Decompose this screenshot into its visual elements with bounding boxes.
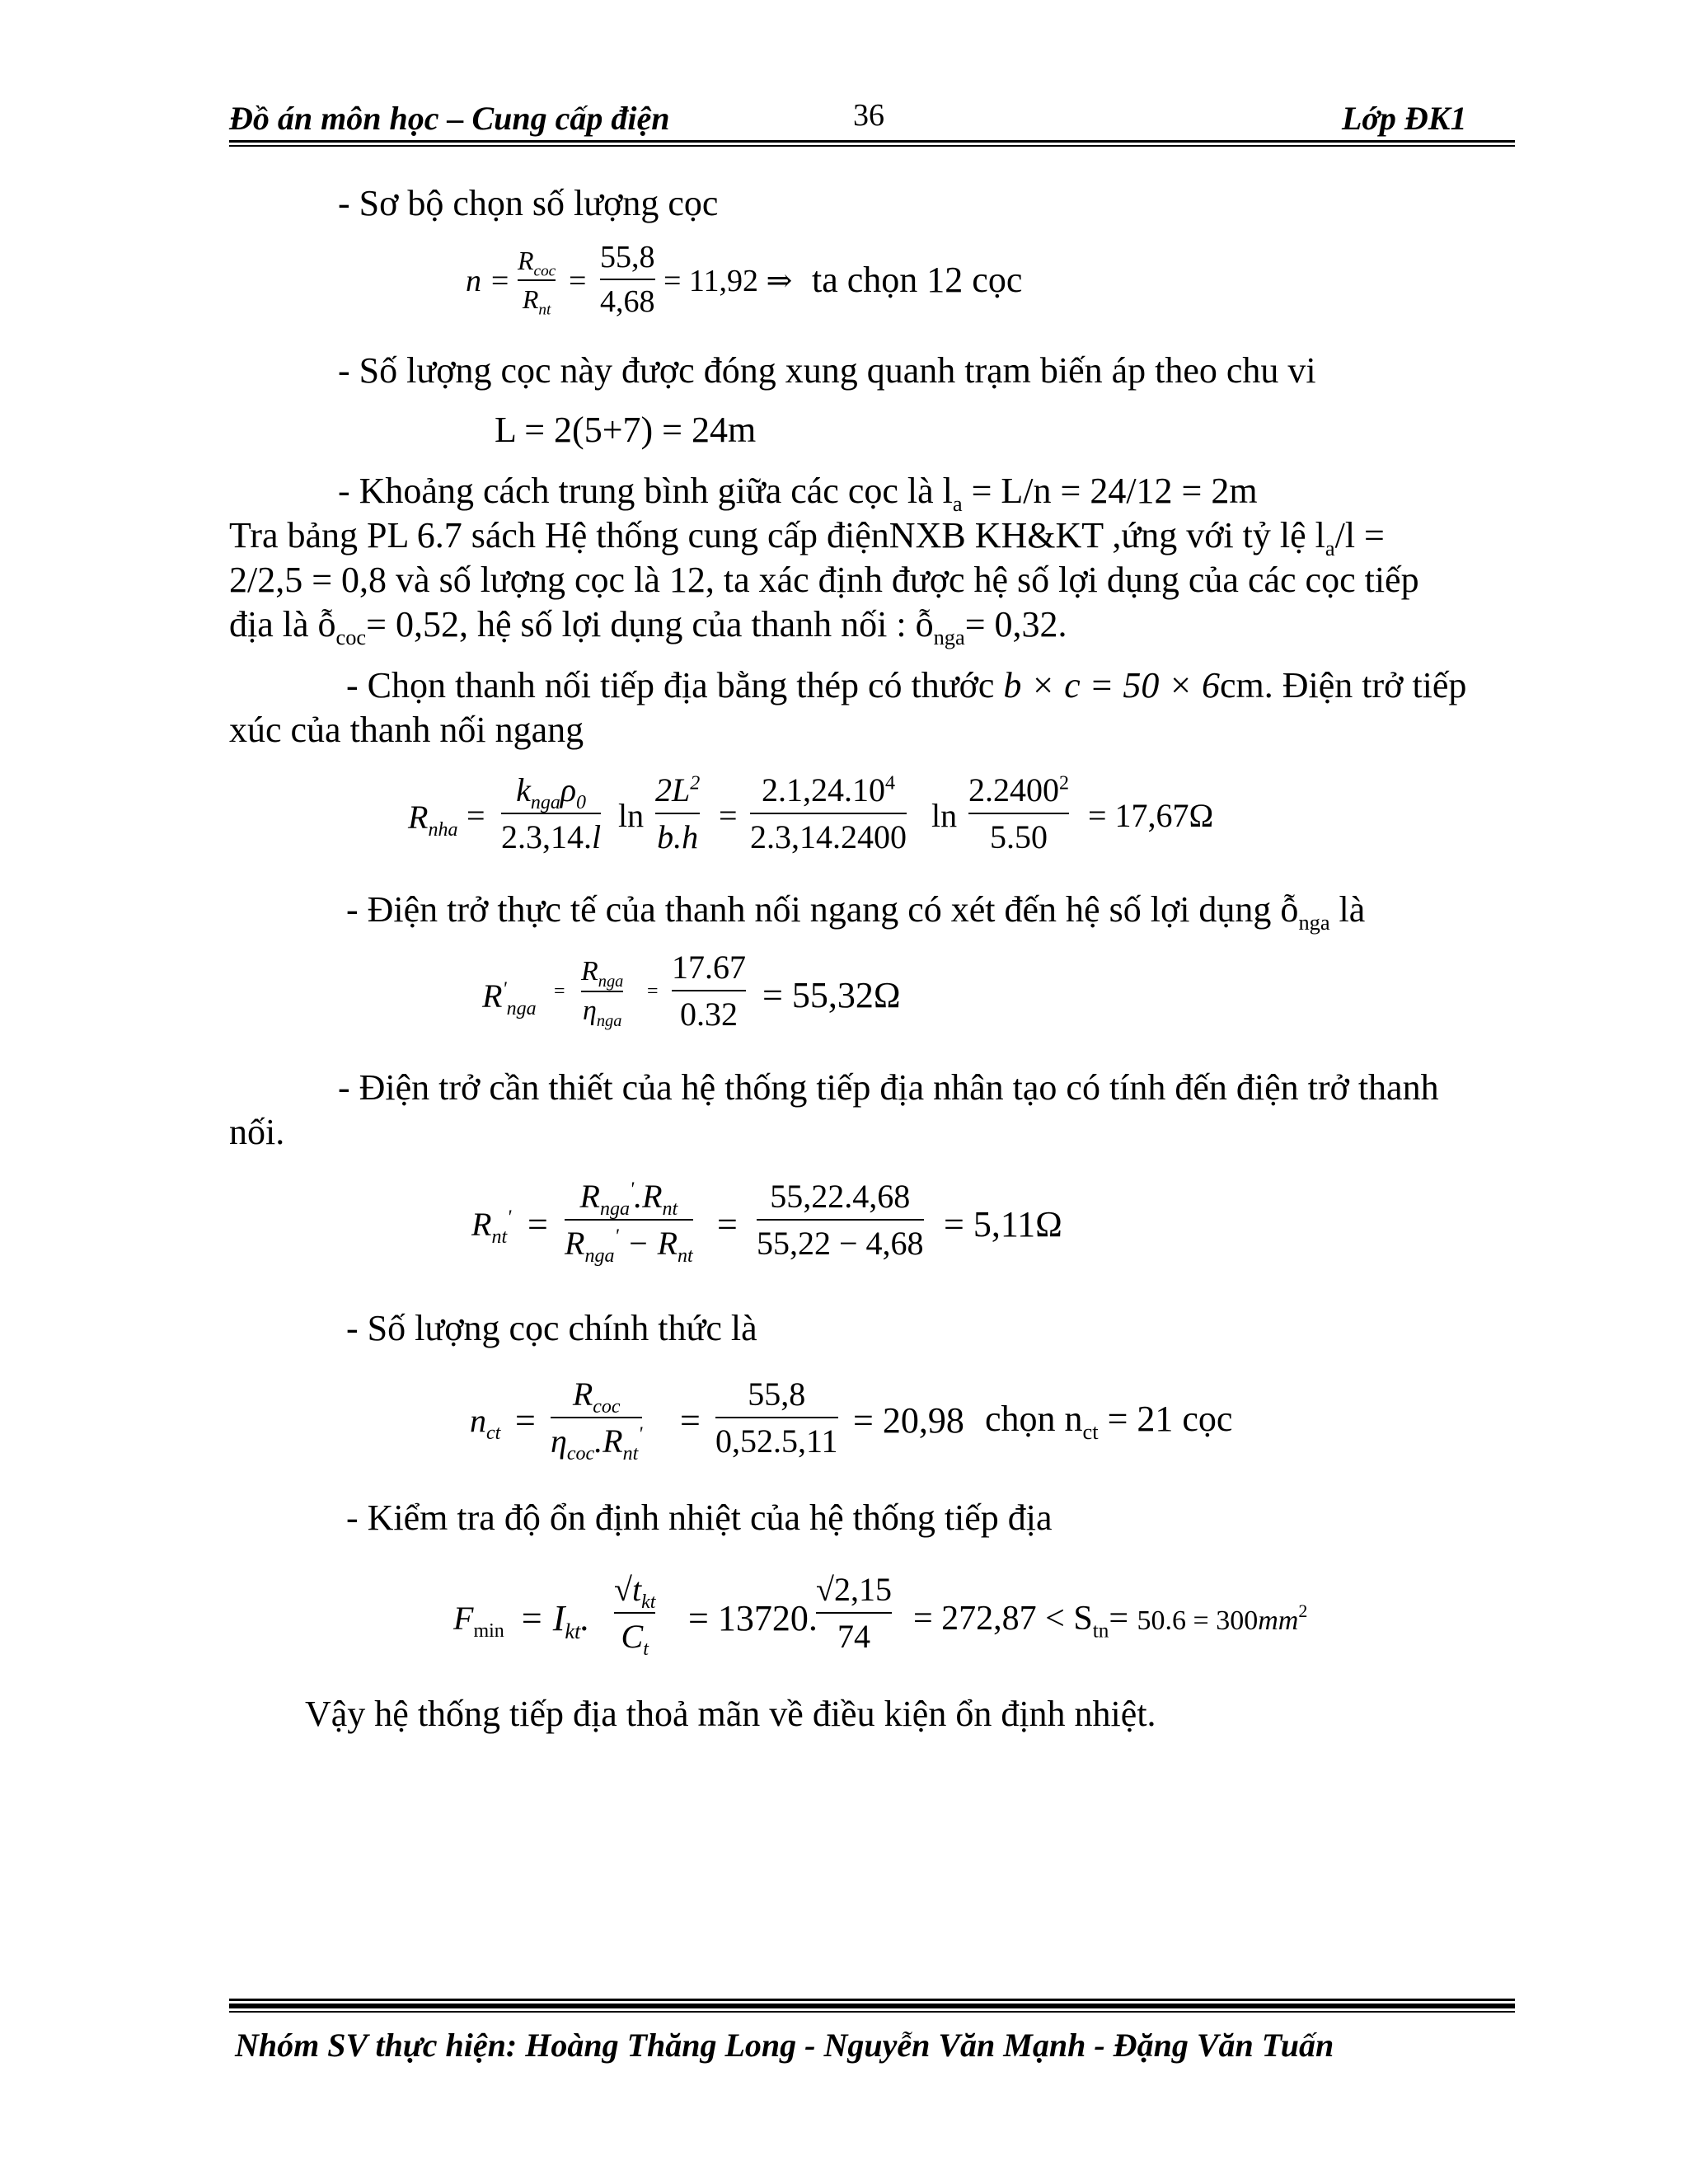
header-rule-thin bbox=[229, 145, 1515, 147]
header-rule bbox=[229, 140, 1515, 143]
footer-rule-top bbox=[229, 1999, 1515, 2001]
text-line-15: Vậy hệ thống tiếp địa thoả mãn về điều kiện ổn định nhiệt. bbox=[305, 1694, 1156, 1734]
text-line-4: - Khoảng cách trung bình giữa các cọc là $l_a = L/n = 24/12 = 2m$ bbox=[338, 471, 1258, 516]
text-line-1: - Sơ bộ chọn số lượng cọc bbox=[338, 183, 719, 223]
text-line-2: - Số lượng cọc này được đóng xung quanh trạm biến áp theo chu vi bbox=[338, 350, 1316, 391]
page-number: 36 bbox=[853, 98, 884, 133]
text-line-10: - Điện trở thực tế của thanh nối ngang có xét đến hệ số lợi dụng ỗ$_{nga}$ là bbox=[346, 889, 1366, 935]
text-line-9: xúc của thanh nối ngang bbox=[229, 710, 584, 750]
text-line-7: địa là ỗ$_{coc}$= 0,52, hệ số lợi dụng của thanh nối : ỗ$_{nga}$= 0,32. bbox=[229, 604, 1067, 649]
text-line-5: Tra bảng PL 6.7 sách Hệ thống cung cấp điệnNXB KH&KT ,ứng với tỷ lệ $l_a/l$ = bbox=[229, 515, 1385, 560]
text-line-3: L = 2(5+7) = 24m bbox=[495, 410, 757, 450]
header-right: Lớp ĐK1 bbox=[1342, 100, 1467, 137]
footer-authors: Nhóm SV thực hiện: Hoàng Thăng Long - Nguyễn Văn Mạnh - Đặng Văn Tuấn bbox=[235, 2027, 1334, 2064]
text-line-11: - Điện trở cần thiết của hệ thống tiếp địa nhân tạo có tính đến điện trở thanh bbox=[338, 1067, 1439, 1108]
text-line-6: 2/2,5 = 0,8 và số lượng cọc là 12, ta xác định được hệ số lợi dụng của các cọc tiếp bbox=[229, 560, 1419, 600]
text-line-12: nối. bbox=[229, 1112, 285, 1152]
text-line-8: - Chọn thanh nối tiếp địa bằng thép có thước b × c = 50 × 6cm. Điện trở tiếp bbox=[346, 665, 1467, 705]
header-left: Đồ án môn học – Cung cấp điện bbox=[229, 100, 670, 137]
footer-rule-thick bbox=[229, 2004, 1515, 2008]
text-line-13: - Số lượng cọc chính thức là bbox=[346, 1308, 757, 1348]
text-line-14: - Kiểm tra độ ổn định nhiệt của hệ thống tiếp địa bbox=[346, 1497, 1053, 1538]
footer-rule-bottom bbox=[229, 2011, 1515, 2013]
